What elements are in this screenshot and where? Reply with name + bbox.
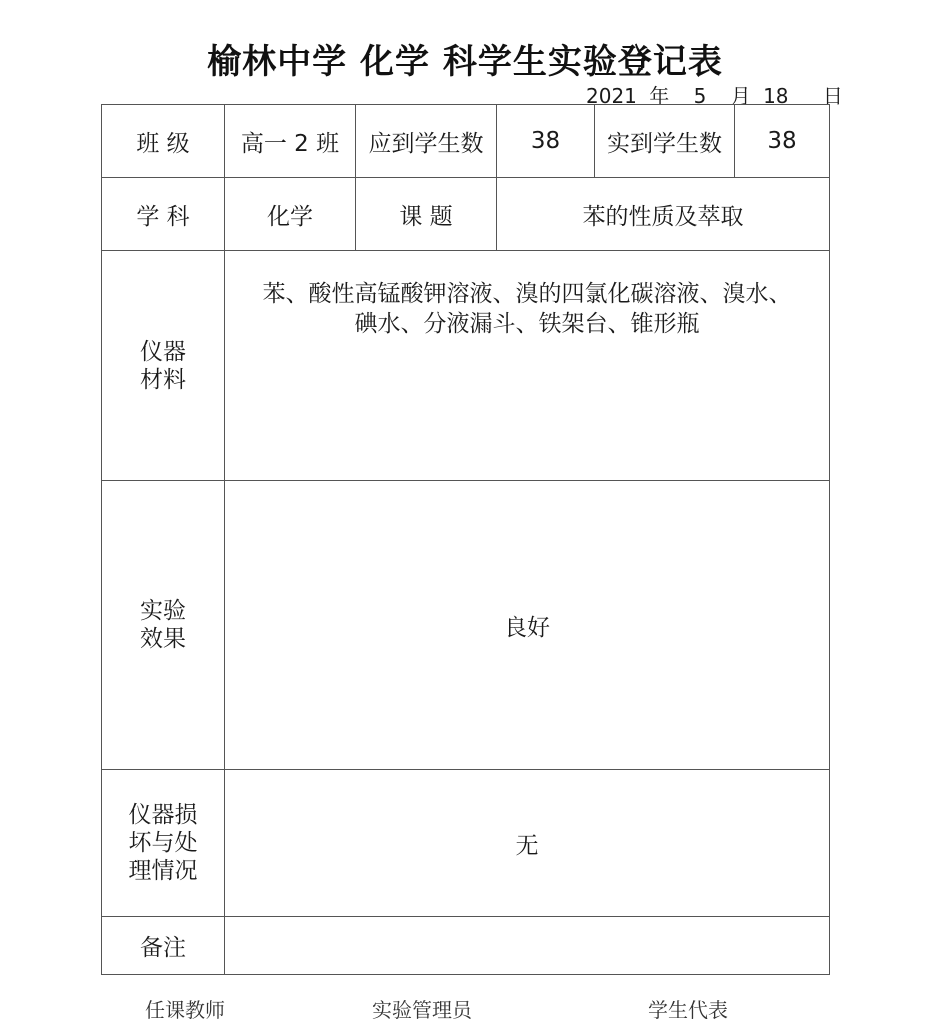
damage-label-line: 仪器损 — [128, 802, 198, 828]
expected-students-value: 38 — [497, 105, 595, 178]
topic-label: 课 题 — [356, 178, 497, 251]
table-row — [102, 105, 830, 178]
topic-value: 苯的性质及萃取 — [497, 178, 830, 251]
registration-table — [101, 104, 830, 975]
actual-students-value: 38 — [735, 105, 830, 178]
date-year-unit: 年 — [649, 84, 670, 108]
date-year: 2021 — [586, 84, 637, 108]
damage-label — [102, 770, 225, 917]
effect-value: 良好 — [225, 481, 830, 770]
date-month: 5 — [693, 84, 707, 108]
manager-label: 实验管理员 — [372, 998, 472, 1022]
table-row — [102, 178, 830, 251]
damage-label-line: 理情况 — [128, 858, 198, 884]
expected-students-label: 应到学生数 — [356, 105, 497, 178]
remarks-value — [225, 917, 830, 975]
materials-line: 碘水、分液漏斗、铁架台、锥形瓶 — [354, 311, 700, 337]
teacher-label: 任课教师 — [145, 998, 225, 1022]
table-row — [102, 917, 830, 975]
date-day: 18 — [763, 84, 789, 108]
effect-label — [102, 481, 225, 770]
damage-value: 无 — [225, 770, 830, 917]
table-row — [102, 251, 830, 481]
materials-line: 苯、酸性高锰酸钾溶液、溴的四氯化碳溶液、溴水、 — [262, 281, 792, 307]
materials-label — [102, 251, 225, 481]
class-value: 高一 2 班 — [225, 105, 356, 178]
class-label: 班 级 — [102, 105, 225, 178]
table-row — [102, 770, 830, 917]
date-day-unit: 日 — [822, 84, 843, 108]
page-title: 榆林中学 化学 科学生实验登记表 — [207, 42, 723, 82]
student-rep-label: 学生代表 — [648, 998, 728, 1022]
subject-value: 化学 — [225, 178, 356, 251]
table-row — [102, 481, 830, 770]
date-month-unit: 月 — [730, 84, 751, 108]
subject-label: 学 科 — [102, 178, 225, 251]
actual-students-label: 实到学生数 — [595, 105, 735, 178]
effect-label-line: 效果 — [140, 626, 186, 652]
materials-value — [225, 251, 830, 481]
materials-label-line: 仪器 — [140, 338, 186, 365]
remarks-label: 备注 — [102, 917, 225, 975]
signature-footer — [0, 994, 930, 1024]
materials-label-line: 材料 — [140, 366, 186, 393]
damage-label-line: 坏与处 — [128, 830, 198, 856]
effect-label-line: 实验 — [140, 598, 186, 624]
